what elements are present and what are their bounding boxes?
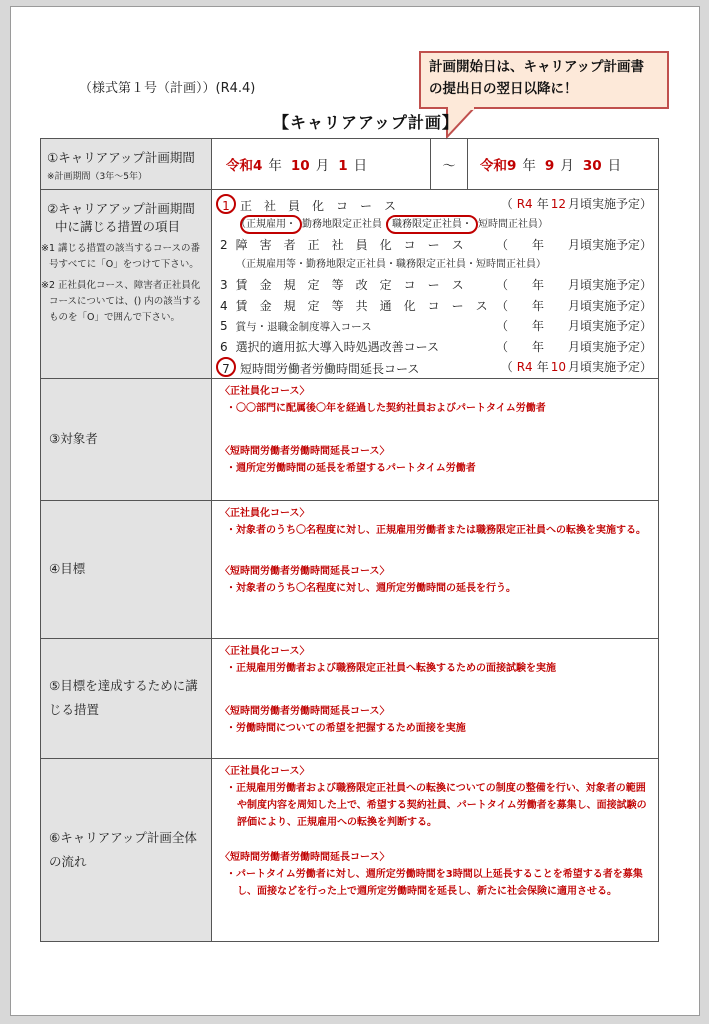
row-flow [41, 758, 659, 941]
option-job-limited-circled: 職務限定正社員・ [386, 215, 478, 234]
action-body-1: ・正規雇用労働者および職務限定正社員へ転換するための面接試験を実施 [226, 662, 556, 674]
course-6: 6 選択的適用拡大導入時処遇改善コース （ 年 月頃実施予定） [220, 339, 652, 354]
label-flow [41, 758, 212, 941]
course-7-schedule: （ R4 年 10 月頃実施予定） [500, 360, 652, 374]
option-regular-circled: 正規雇用・ [240, 215, 302, 234]
flow-label: ⑥キャリアアップ計画全体 の流れ [49, 829, 197, 869]
row-goal [41, 500, 659, 638]
target-heading-2: 〈短時間労働者労働時間延長コース〉 [220, 445, 390, 457]
goal-body-2: ・対象者のうち〇名程度に対し、週所定労働時間の延長を行う。 [226, 582, 516, 594]
course-1: 1 正 社 員 化 コ ー ス （ R4 年 12 月頃実施予定） [220, 194, 652, 215]
target-content [212, 378, 659, 500]
measures-label: ②キャリアアップ計画期間 中に講じる措置の項目 [47, 201, 195, 234]
target-heading-1: 〈正社員化コース〉 [220, 385, 310, 397]
label-target: ③対象者 [41, 378, 212, 500]
goal-body-1: ・対象者のうち〇名程度に対し、正規雇用労働者または職務限定正社員への転換を実施する。 [226, 524, 646, 536]
course-3: 3 賃 金 規 定 等 改 定 コ ー ス （ 年 月頃実施予定） [220, 278, 652, 292]
plan-period-value [212, 139, 659, 190]
label-goal: ④目標 [41, 500, 212, 638]
goal-heading-2: 〈短時間労働者労働時間延長コース〉 [220, 565, 390, 577]
row-action [41, 638, 659, 758]
target-body-1: ・〇〇部門に配属後〇年を経過した契約社員およびパートタイム労働者 [226, 402, 546, 414]
form-number: （様式第１号（計画））(R4.4) [79, 81, 256, 96]
course-1-circle: 1 [216, 194, 236, 214]
end-month: 9 [544, 158, 555, 174]
label-measures [41, 190, 212, 379]
measures-note-2: ※2 正社員化コース、障害者正社員化コースについては、() 内の該当するものを「O」で囲んで下さい。 [41, 280, 202, 323]
flow-heading-1: 〈正社員化コース〉 [220, 765, 310, 777]
action-label: ⑤目標を達成するために講 じる措置 [49, 678, 198, 717]
course-1-options: （正規雇用・ 勤務地限定正社員・職務限定正社員・ 短時間正社員） [220, 215, 652, 235]
action-heading-1: 〈正社員化コース〉 [220, 645, 310, 657]
label-plan-period [41, 139, 212, 190]
row-plan-period [41, 139, 659, 190]
course-2: 2 障 害 者 正 社 員 化 コ ー ス （ 年 月頃実施予定） [220, 237, 652, 252]
flow-body-1: ・正規雇用労働者および職務限定正社員への転換についての制度の整備を行い、対象者の範囲や制度内容を周知した上で、希望する契約社員、パートタイム労働者を募集し、面接試験の評価により、正規雇用への転換を判断する。 [226, 782, 647, 828]
course-1-schedule: （ R4 年 12 月頃実施予定） [500, 197, 652, 211]
row-target [41, 378, 659, 500]
measures-list [212, 190, 659, 379]
start-era: 令和4 [226, 158, 263, 174]
action-body-2: ・労働時間についての希望を把握するため面接を実施 [226, 722, 466, 734]
period-start: 令和4 年 10 月 1 日 [226, 158, 368, 174]
callout-box [419, 51, 669, 109]
row-measures [41, 190, 659, 379]
action-heading-2: 〈短時間労働者労働時間延長コース〉 [220, 705, 390, 717]
document-title: 【キャリアアップ計画】 [273, 113, 459, 132]
end-day: 30 [582, 158, 602, 174]
course-4: 4 賃 金 規 定 等 共 通 化 コ ー ス （ 年 月頃実施予定） [220, 298, 652, 313]
start-month: 10 [290, 158, 310, 174]
callout-line-2: の提出日の翌日以降に！ [429, 81, 578, 97]
flow-heading-2: 〈短時間労働者労働時間延長コース〉 [220, 851, 390, 863]
goal-heading-1: 〈正社員化コース〉 [220, 507, 310, 519]
flow-body-2: ・パートタイム労働者に対し、週所定労働時間を3時間以上延長することを希望する者を募集し、面接などを行った上で週所定労働時間を延長し、新たに社会保険に適用させる。 [226, 868, 643, 897]
start-day: 1 [338, 158, 348, 174]
target-body-2: ・週所定労働時間の延長を希望するパートタイム労働者 [226, 462, 476, 474]
course-7: 7 短時間労働者労働時間延長コース （ R4 年 10 月頃実施予定） [220, 357, 652, 378]
action-content [212, 638, 659, 758]
period-end: 令和9 年 9 月 30 日 [480, 158, 622, 174]
period-tilde: ～ [430, 139, 468, 189]
measures-note-1: ※1 講じる措置の該当するコースの番号すべてに「O」をつけて下さい。 [41, 243, 201, 270]
label-action [41, 638, 212, 758]
course-5: 5 賞与・退職金制度導入コース （ 年 月頃実施予定） [220, 319, 652, 333]
plan-period-note: ※計画期間（3年～5年） [47, 172, 147, 182]
flow-content [212, 758, 659, 941]
course-7-circle: 7 [216, 357, 236, 377]
plan-period-label: ①キャリアアップ計画期間 [47, 150, 195, 165]
career-up-plan-table [40, 138, 659, 942]
course-2-options: （正規雇用等・勤務地限定正社員・職務限定正社員・短時間正社員） [236, 259, 546, 270]
end-era: 令和9 [480, 158, 517, 174]
goal-content [212, 500, 659, 638]
callout-line-1: 計画開始日は、キャリアップ計画書 [429, 59, 645, 75]
